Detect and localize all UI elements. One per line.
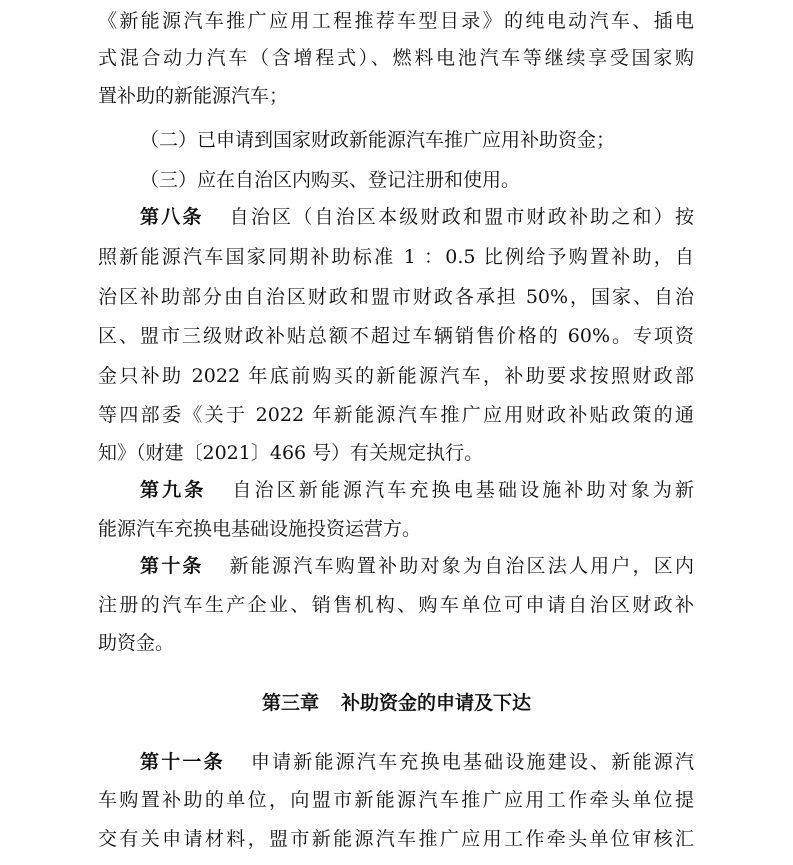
chapter-title: 补助资金的申请及下达 [341,692,532,714]
chapter-number: 第三章 [261,692,319,714]
text-line: 助资金。 [98,632,175,654]
article-8-title: 第八条 [140,206,204,228]
text-line: 式混合动力汽车（含增程式）、燃料电池汽车等继续享受国家购 [98,47,694,69]
text-line: 车购置补助的单位，向盟市新能源汽车推广应用工作牵头单位提 [98,789,694,811]
text-line: 区、盟市三级财政补贴总额不超过车辆销售价格的 60%。专项资 [98,325,694,347]
text-line: 能源汽车充换电基础设施投资运营方。 [98,518,422,540]
chapter-heading [0,690,793,716]
article-9-title: 第九条 [140,479,207,501]
text-line: 等四部委《关于 2022 年新能源汽车推广应用财政补贴政策的通 [98,404,694,426]
article-9-text: 自治区新能源汽车充换电基础设施补助对象为新 [232,479,694,501]
article-9-first-line [140,478,694,502]
text-line: 照新能源汽车国家同期补助标准 1 ：0.5 比例给予购置补助，自 [98,246,694,268]
text-line: 治区补助部分由自治区财政和盟市财政各承担 50%，国家、自治 [98,286,694,308]
text-line: 知》（财建〔2021〕466 号）有关规定执行。 [98,442,484,464]
text-line: 金只补助 2022 年底前购买的新能源汽车，补助要求按照财政部 [98,365,694,387]
text-line: 置补助的新能源汽车； [98,85,289,107]
article-11-text: 申请新能源汽车充换电基础设施建设、新能源汽 [250,751,694,773]
article-8-text: 自治区（自治区本级财政和盟市财政补助之和）按 [229,206,694,228]
article-10-first-line [140,554,694,578]
list-item-3: （三）应在自治区内购买、登记注册和使用。 [140,169,521,191]
text-line: 《新能源汽车推广应用工程推荐车型目录》的纯电动汽车、插电 [98,10,694,32]
text-line: 交有关申请材料，盟市新能源汽车推广应用工作牵头单位审核汇 [98,828,694,850]
text-line: 注册的汽车生产企业、销售机构、购车单位可申请自治区财政补 [98,594,694,616]
article-11-first-line [140,750,694,774]
article-10-text: 新能源汽车购置补助对象为自治区法人用户，区内 [229,555,694,577]
article-8-first-line [140,205,694,229]
article-10-title: 第十条 [140,555,204,577]
article-11-title: 第十一条 [140,751,225,773]
list-item-2: （二）已申请到国家财政新能源汽车推广应用补助资金； [140,129,616,151]
